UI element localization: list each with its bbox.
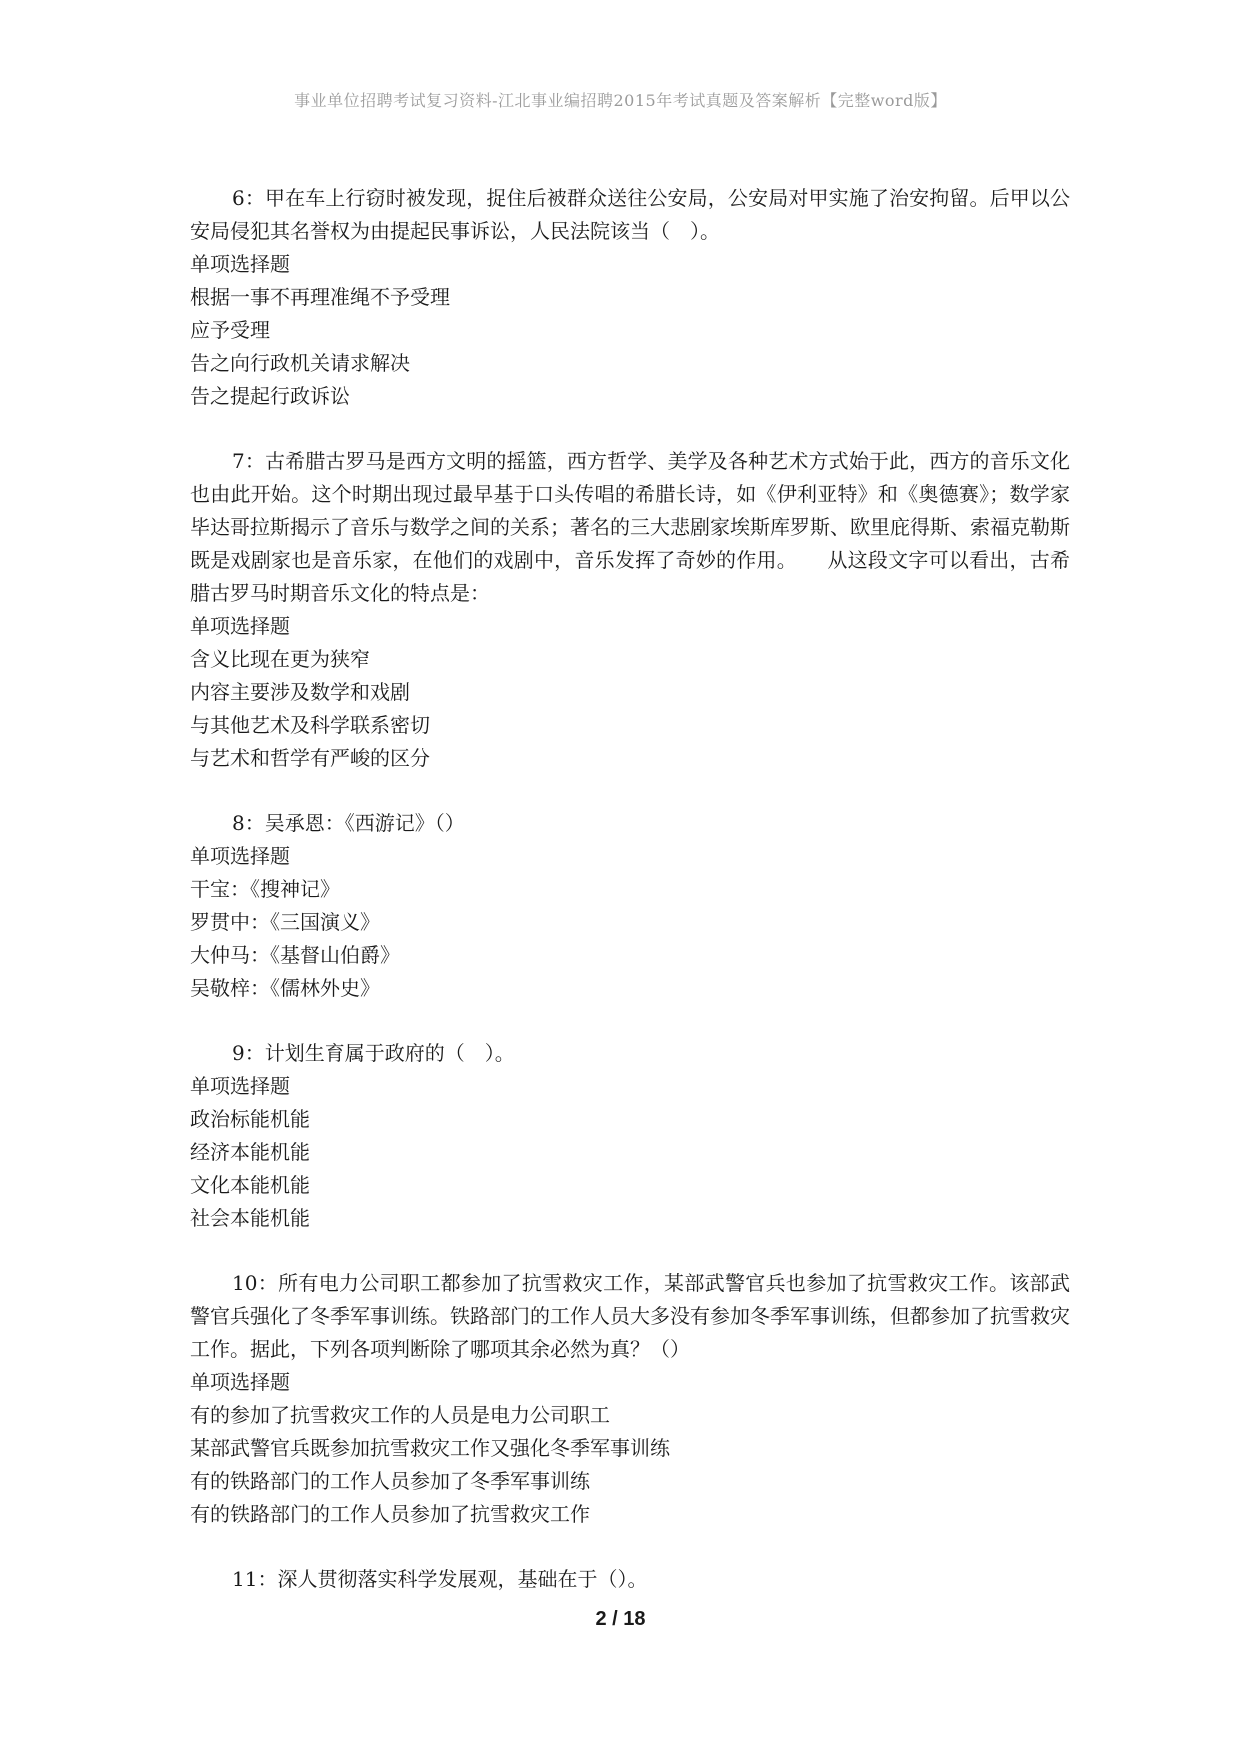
question-9 (190, 1037, 1070, 1235)
option-c: 与其他艺术及科学联系密切 (190, 713, 430, 737)
question-type: 单项选择题 (190, 1074, 290, 1098)
page-number: 2 / 18 (595, 1608, 646, 1630)
option-d: 与艺术和哲学有严峻的区分 (190, 746, 430, 770)
option-b: 某部武警官兵既参加抗雪救灾工作又强化冬季军事训练 (190, 1436, 670, 1460)
question-stem: 8：吴承恩：《西游记》（） (232, 811, 465, 835)
option-c: 有的铁路部门的工作人员参加了冬季军事训练 (190, 1469, 590, 1493)
question-10 (190, 1267, 1070, 1531)
question-stem: 10：所有电力公司职工都参加了抗雪救灾工作，某部武警官兵也参加了抗雪救灾工作。该部武警官兵强化了冬季军事训练。铁路部门的工作人员大多没有参加冬季军事训练，但都参加了抗雪救灾工作。据此，下列各项判断除了哪项其余必然为真？（） (190, 1271, 1070, 1361)
question-stem: 6：甲在车上行窃时被发现，捉住后被群众送往公安局，公安局对甲实施了治安拘留。后甲以公安局侵犯其名誉权为由提起民事诉讼，人民法院该当（ ）。 (190, 186, 1070, 243)
question-11 (190, 1563, 1070, 1596)
question-type: 单项选择题 (190, 252, 290, 276)
option-d: 社会本能机能 (190, 1206, 310, 1230)
question-type: 单项选择题 (190, 844, 290, 868)
question-stem: 7：古希腊古罗马是西方文明的摇篮，西方哲学、美学及各种艺术方式始于此，西方的音乐文化也由此开始。这个时期出现过最早基于口头传唱的希腊长诗，如《伊利亚特》和《奥德赛》；数学家毕达哥拉斯揭示了音乐与数学之间的关系；著名的三大悲剧家埃斯库罗斯、欧里庇得斯、索福克勒斯既是戏剧家也是音乐家，在他们的戏剧中，音乐发挥了奇妙的作用。 从这段文字可以看出，古希腊古罗马时期音乐文化的特点是： (190, 449, 1070, 605)
question-stem: 11：深人贯彻落实科学发展观，基础在于（）。 (232, 1567, 648, 1591)
option-a: 干宝：《搜神记》 (190, 877, 340, 901)
page-header: 事业单位招聘考试复习资料-江北事业编招聘2015年考试真题及答案解析【完整word版】 (294, 91, 947, 110)
option-b: 内容主要涉及数学和戏剧 (190, 680, 410, 704)
question-8 (190, 807, 1070, 1005)
option-a: 含义比现在更为狭窄 (190, 647, 370, 671)
option-b: 应予受理 (190, 318, 270, 342)
document-body (190, 182, 1070, 1628)
question-6 (190, 182, 1070, 413)
option-b: 罗贯中：《三国演义》 (190, 910, 380, 934)
option-d: 告之提起行政诉讼 (190, 384, 350, 408)
question-7 (190, 445, 1070, 775)
option-d: 有的铁路部门的工作人员参加了抗雪救灾工作 (190, 1502, 590, 1526)
option-a: 政治标能机能 (190, 1107, 310, 1131)
option-a: 有的参加了抗雪救灾工作的人员是电力公司职工 (190, 1403, 610, 1427)
option-d: 吴敬梓：《儒林外史》 (190, 976, 380, 1000)
option-c: 大仲马：《基督山伯爵》 (190, 943, 400, 967)
question-type: 单项选择题 (190, 1370, 290, 1394)
option-c: 文化本能机能 (190, 1173, 310, 1197)
question-type: 单项选择题 (190, 614, 290, 638)
option-a: 根据一事不再理准绳不予受理 (190, 285, 450, 309)
option-c: 告之向行政机关请求解决 (190, 351, 410, 375)
option-b: 经济本能机能 (190, 1140, 310, 1164)
question-stem: 9：计划生育属于政府的（ ）。 (232, 1041, 515, 1065)
